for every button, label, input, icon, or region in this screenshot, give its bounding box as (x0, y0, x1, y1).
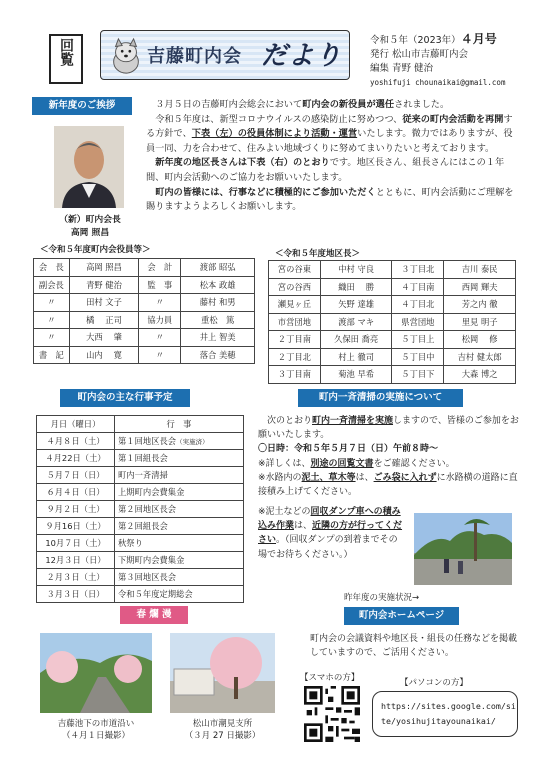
officer-row-cell: 重松 篤 (181, 311, 255, 329)
event-date: ４月22日（土） (37, 450, 115, 467)
event-date: ４月８日（土） (37, 433, 115, 450)
officer-row-cell: 会 計 (139, 259, 181, 277)
district-row-cell: ５丁目下 (392, 366, 444, 384)
officer-row-cell: 協力員 (139, 311, 181, 329)
officer-row (34, 259, 255, 277)
greeting-body: ３月５日の吉藤町内会総会において町内会の新役員が選任されました。 令和５年度は、新型コロナウイルスの感染防止に努めつつ、従来の町内会活動を再開する方針で、下表（左）の役員体制により活動・運営いたします。微力ではありますが、役員一同、力を合わせて、住みよい地域づくりに努めてまいりたいと考えております。 新年度の地区長さんは下表（右）のとおりです。地区長さん、組長さんにはこの１年間、町内会活動へのご協力をお願いいたします。 町内の皆様には、行事などに積極的にご参加いただくとともに、町内会活動にご理解を賜りますようよろしくお願いします。 (146, 99, 514, 213)
phone-label: 【スマホの方】 (300, 673, 360, 683)
district-heads-table (268, 260, 516, 384)
district-row-cell: ５丁目上 (392, 331, 444, 349)
event-name: 第１回組長会 (115, 450, 244, 467)
district-row-cell: ４丁目南 (392, 278, 444, 296)
homepage-qr-code[interactable] (304, 686, 360, 742)
officer-row-cell: 渡部 昭弘 (181, 259, 255, 277)
cleanup-date: 〇日時：令和５年５月７日（日）午前８時～ (258, 444, 439, 455)
district-row-cell: 吉川 泰民 (444, 261, 516, 279)
officer-row-cell: 〃 (34, 311, 70, 329)
officer-row-cell: 〃 (34, 294, 70, 312)
event-row (37, 552, 244, 569)
event-row (37, 535, 244, 552)
event-name: 第２回地区長会 (115, 501, 244, 518)
event-name: 町内一斉清掃 (115, 467, 244, 484)
officer-row-cell: 〃 (139, 346, 181, 364)
officer-row-cell: 落合 美穂 (181, 346, 255, 364)
events-table (36, 415, 244, 603)
district-row (269, 366, 516, 384)
district-row (269, 261, 516, 279)
officer-row-cell: 橘 正司 (69, 311, 138, 329)
dog-mascot-icon (107, 37, 145, 75)
events-heading: 町内会の主な行事予定 (60, 389, 190, 407)
district-row (269, 313, 516, 331)
officer-row-cell: 青野 健治 (69, 276, 138, 294)
officer-row-cell: 高岡 照昌 (69, 259, 138, 277)
district-row-cell: 宮の谷西 (269, 278, 321, 296)
greeting-heading: 新年度のご挨拶 (32, 97, 132, 115)
portrait-caption-role: （新）町内会長 (59, 215, 121, 225)
cleanup-note3: ※泥土などの回収ダンプ車への積み込み作業は、近隣の方が行ってください。（回収ダンプの到着までその場でお待ちください。） (258, 507, 403, 560)
editor: 編集 青野 健治 (370, 63, 434, 74)
event-row (37, 569, 244, 586)
officer-row (34, 346, 255, 364)
district-row (269, 348, 516, 366)
event-row (37, 433, 244, 450)
officer-row-cell: 〃 (139, 294, 181, 312)
district-row-cell: 吉村 健太郎 (444, 348, 516, 366)
officer-row (34, 311, 255, 329)
event-status-note: （実施済） (176, 438, 209, 446)
issue-year: 令和５年（2023年） (370, 35, 461, 46)
district-row-cell: 中村 守良 (320, 261, 392, 279)
stamp-label: 回覧 (58, 38, 74, 66)
event-row (37, 450, 244, 467)
event-name: 上期町内会費集金 (115, 484, 244, 501)
officer-row (34, 329, 255, 347)
district-row-cell: 瀬見ヶ丘 (269, 296, 321, 314)
district-row-cell: ４丁目北 (392, 296, 444, 314)
pc-label: 【パソコンの方】 (400, 678, 468, 688)
spring-photo-branch-office (170, 633, 275, 713)
event-date: 10月７日（土） (37, 535, 115, 552)
events-col-date: 月日（曜日） (37, 416, 115, 433)
officers-caption: ＜令和５年度町内会役員等＞ (40, 245, 151, 255)
spring-photo-road (40, 633, 152, 713)
cleanup-photo-caption: 昨年度の実施状況→ (344, 593, 420, 603)
officers-table (33, 258, 255, 364)
district-row-cell: 芳之内 徹 (444, 296, 516, 314)
district-row-cell: 里見 明子 (444, 313, 516, 331)
officer-row-cell: 大西 肇 (69, 329, 138, 347)
officer-row-cell: 井上 智美 (181, 329, 255, 347)
portrait-caption-name: 高岡 照昌 (70, 228, 110, 238)
spring-photo1-caption-2: （４月１日撮影） (61, 731, 130, 741)
kairan-stamp (49, 34, 83, 84)
homepage-url[interactable]: https://sites.google.com/site/yosihujitayounaikai/ (372, 691, 518, 737)
district-row-cell: 松岡 修 (444, 331, 516, 349)
district-caption: ＜令和５年度地区長＞ (275, 249, 361, 259)
banner-title-dayori: だより (261, 41, 343, 71)
district-row-cell: 宮の谷東 (269, 261, 321, 279)
event-name: 第２回組長会 (115, 518, 244, 535)
event-date: 12月３日（日） (37, 552, 115, 569)
spring-photo1-caption-1: 吉藤池下の市道沿い (57, 719, 135, 729)
event-date: ２月３日（土） (37, 569, 115, 586)
officer-row-cell: 山内 寛 (69, 346, 138, 364)
officer-row-cell: 松本 政雄 (181, 276, 255, 294)
officer-row (34, 294, 255, 312)
district-row-cell: ２丁目南 (269, 331, 321, 349)
event-row (37, 467, 244, 484)
event-name: 令和５年度定期総会 (115, 586, 244, 603)
event-date: ６月４日（日） (37, 484, 115, 501)
officer-row-cell: 〃 (139, 329, 181, 347)
district-row-cell: ３丁目南 (269, 366, 321, 384)
district-row-cell: 大森 博之 (444, 366, 516, 384)
event-row (37, 501, 244, 518)
event-date: ９月16日（土） (37, 518, 115, 535)
spring-photo2-caption-1: 松山市潮見支所 (192, 719, 253, 729)
event-row (37, 586, 244, 603)
contact-email[interactable]: yoshifuji chounaikai@gmail.com (370, 78, 506, 87)
event-row (37, 484, 244, 501)
district-row-cell: 久保田 喬亮 (320, 331, 392, 349)
spring-photo2-caption-2: （３月 27 日撮影） (184, 731, 261, 741)
chairman-portrait (54, 126, 124, 208)
cleanup-heading: 町内一斉清掃の実施について (298, 389, 463, 407)
event-name: 下期町内会費集金 (115, 552, 244, 569)
issue-info (370, 32, 505, 90)
event-date: ５月７日（日） (37, 467, 115, 484)
officer-row-cell: 藤村 和男 (181, 294, 255, 312)
district-row-cell: 渡部 マキ (320, 313, 392, 331)
district-row (269, 296, 516, 314)
officer-row-cell: 田村 文子 (69, 294, 138, 312)
homepage-text: 町内会の会議資料や地区長・組長の任務などを掲載していますので、ご活用ください。 (310, 634, 518, 658)
publisher: 発行 松山市吉藤町内会 (370, 49, 469, 60)
district-row-cell: 織田 勝 (320, 278, 392, 296)
district-row-cell: 村上 徹司 (320, 348, 392, 366)
newsletter-banner (100, 30, 350, 80)
district-row (269, 331, 516, 349)
event-name: 第３回地区長会 (115, 569, 244, 586)
banner-title-town: 吉藤町内会 (147, 46, 242, 67)
spring-heading: 春 爛 漫 (120, 606, 188, 624)
event-date: ９月２日（土） (37, 501, 115, 518)
district-row-cell: 市営団地 (269, 313, 321, 331)
event-name: 第１回地区長会（実施済） (115, 433, 244, 450)
cleanup-photo (414, 513, 512, 585)
event-name: 秋祭り (115, 535, 244, 552)
event-row (37, 518, 244, 535)
district-row-cell: ２丁目北 (269, 348, 321, 366)
district-row-cell: 西岡 輝夫 (444, 278, 516, 296)
cleanup-body: 次のとおり町内一斉清掃を実施しますので、皆様のご参加をお願いいたします。 〇日時：令和５年５月７日（日）午前８時～ ※詳しくは、別途の回覧文書をご確認ください。 ※水路内の泥土、草木等は、ごみ袋に入れずに水路横の道路に直接積み上げてください。 (258, 416, 519, 498)
event-date: ３月３日（日） (37, 586, 115, 603)
homepage-heading: 町内会ホームページ (344, 607, 459, 625)
officer-row (34, 276, 255, 294)
officer-row-cell: 監 事 (139, 276, 181, 294)
district-row (269, 278, 516, 296)
events-col-event: 行 事 (115, 416, 244, 433)
officer-row-cell: 副会長 (34, 276, 70, 294)
events-header-row (37, 416, 244, 433)
district-row-cell: ５丁目中 (392, 348, 444, 366)
district-row-cell: ３丁目北 (392, 261, 444, 279)
officer-row-cell: 〃 (34, 329, 70, 347)
district-row-cell: 県営団地 (392, 313, 444, 331)
officer-row-cell: 会 長 (34, 259, 70, 277)
district-row-cell: 矢野 達雄 (320, 296, 392, 314)
issue-month: ４月号 (460, 32, 497, 46)
officer-row-cell: 書 記 (34, 346, 70, 364)
district-row-cell: 菊池 早希 (320, 366, 392, 384)
